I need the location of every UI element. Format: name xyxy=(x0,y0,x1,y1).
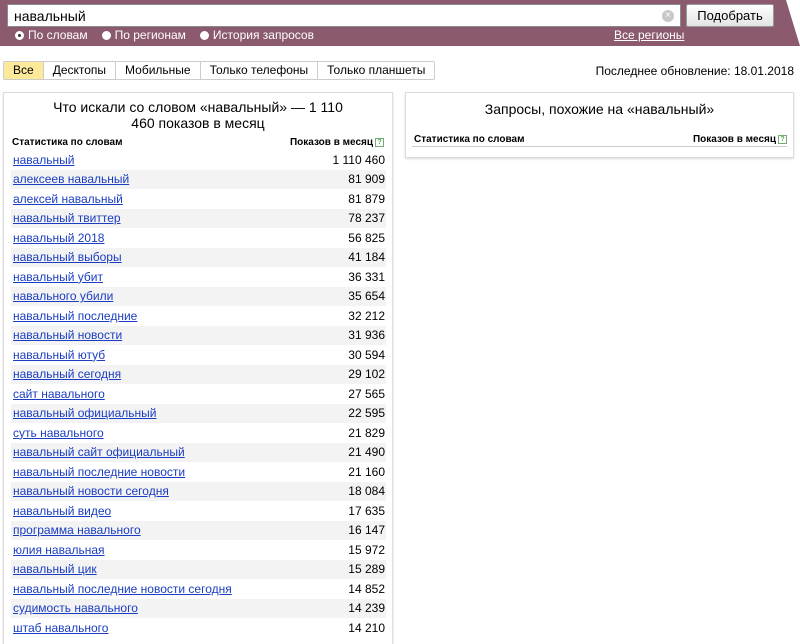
table-row xyxy=(11,579,386,599)
table-row xyxy=(11,267,386,287)
query-link[interactable]: навальный убит xyxy=(13,269,103,284)
table-row xyxy=(11,150,386,170)
tab-desktops[interactable]: Десктопы xyxy=(43,62,115,79)
query-link[interactable]: навальный последние новости xyxy=(13,464,186,479)
query-link[interactable]: судимость навального xyxy=(13,601,138,616)
query-link[interactable]: сайт навального xyxy=(13,386,105,401)
query-link[interactable]: навальный 2018 xyxy=(13,230,105,245)
table-header xyxy=(412,133,787,147)
tab-mobile[interactable]: Мобильные xyxy=(115,62,200,79)
query-count: 41 184 xyxy=(348,250,385,265)
query-link[interactable]: алексеев навальный xyxy=(13,172,130,187)
table-row xyxy=(11,345,386,365)
table-row xyxy=(11,443,386,463)
table-row xyxy=(11,521,386,541)
table-row xyxy=(11,209,386,229)
radio-icon[interactable] xyxy=(102,31,111,40)
table-row xyxy=(11,189,386,209)
query-count: 31 936 xyxy=(348,328,385,343)
query-count: 14 239 xyxy=(348,601,385,616)
table-row xyxy=(11,482,386,502)
column-query: Статистика по словам xyxy=(12,137,123,148)
table-row xyxy=(11,599,386,619)
query-link[interactable]: навальный выборы xyxy=(13,250,122,265)
header-corner xyxy=(786,0,800,46)
column-count-wrap xyxy=(693,134,787,145)
query-link[interactable]: навальный твиттер xyxy=(13,211,121,226)
query-count: 78 237 xyxy=(348,211,385,226)
query-count: 35 654 xyxy=(348,289,385,304)
query-count: 27 565 xyxy=(348,386,385,401)
mode-label: История запросов xyxy=(212,28,314,42)
device-tabs xyxy=(3,61,435,80)
query-link[interactable]: навальный последние новости сегодня xyxy=(13,581,232,596)
clear-icon[interactable]: × xyxy=(662,10,674,22)
query-link[interactable]: навального убили xyxy=(13,289,114,304)
radio-icon[interactable] xyxy=(200,31,209,40)
query-count: 15 289 xyxy=(348,562,385,577)
query-count: 56 825 xyxy=(348,230,385,245)
mode-history[interactable] xyxy=(200,28,314,42)
query-count: 29 102 xyxy=(348,367,385,382)
query-link[interactable]: навальный официальный xyxy=(13,406,157,421)
mode-label: По словам xyxy=(28,28,88,42)
panel-title: Запросы, похожие на «навальный» xyxy=(484,101,715,117)
query-count: 30 594 xyxy=(348,347,385,362)
query-count: 21 160 xyxy=(348,464,385,479)
similar-queries-panel xyxy=(405,92,794,158)
table-row xyxy=(11,365,386,385)
mode-by-words[interactable] xyxy=(15,28,88,42)
table-row xyxy=(11,326,386,346)
mode-by-regions[interactable] xyxy=(102,28,186,42)
query-count: 1 110 460 xyxy=(332,152,385,167)
table-row xyxy=(11,540,386,560)
table-row xyxy=(11,287,386,307)
query-count: 14 210 xyxy=(348,620,385,635)
query-link[interactable]: программа навального xyxy=(13,523,141,538)
query-count: 81 909 xyxy=(348,172,385,187)
query-count: 14 852 xyxy=(348,581,385,596)
query-link[interactable]: суть навального xyxy=(13,425,104,440)
query-count: 18 084 xyxy=(348,484,385,499)
query-link[interactable]: навальный сегодня xyxy=(13,367,122,382)
column-count: Показов в месяц xyxy=(692,134,776,145)
last-update-text: Последнее обновление: 18.01.2018 xyxy=(595,64,794,78)
panel-title: Что искали со словом «навальный» — 1 110 460 показов в месяц xyxy=(53,99,343,131)
help-icon[interactable]: ? xyxy=(778,135,787,144)
query-link[interactable]: навальный видео xyxy=(13,503,112,518)
query-count: 36 331 xyxy=(348,269,385,284)
query-count: 21 490 xyxy=(348,445,385,460)
help-icon[interactable]: ? xyxy=(375,138,384,147)
table-row xyxy=(11,423,386,443)
query-count: 17 635 xyxy=(348,503,385,518)
query-link[interactable]: навальный xyxy=(13,152,75,167)
column-query: Статистика по словам xyxy=(414,134,525,145)
search-header xyxy=(0,0,800,46)
query-count: 22 595 xyxy=(348,406,385,421)
query-link[interactable]: юлия навальная xyxy=(13,542,105,557)
table-row xyxy=(11,248,386,268)
table-row xyxy=(11,462,386,482)
query-link[interactable]: навальный новости сегодня xyxy=(13,484,169,499)
query-link[interactable]: алексей навальный xyxy=(13,191,123,206)
table-row xyxy=(11,384,386,404)
tab-phones-only[interactable]: Только телефоны xyxy=(200,62,318,79)
column-count-wrap xyxy=(290,137,384,148)
query-link[interactable]: навальный ютуб xyxy=(13,347,106,362)
query-count: 21 829 xyxy=(348,425,385,440)
mode-label: По регионам xyxy=(114,28,186,42)
query-link[interactable]: навальный последние xyxy=(13,308,138,323)
table-row xyxy=(11,560,386,580)
search-button[interactable]: Подобрать xyxy=(686,4,774,27)
tab-all[interactable]: Все xyxy=(4,62,43,79)
tab-tablets-only[interactable]: Только планшеты xyxy=(317,62,434,79)
query-count: 81 879 xyxy=(348,191,385,206)
query-link[interactable]: штаб навального xyxy=(13,620,109,635)
query-count: 16 147 xyxy=(348,523,385,538)
column-count: Показов в месяц xyxy=(289,137,373,148)
table-row xyxy=(11,501,386,521)
query-link[interactable]: навальный новости xyxy=(13,328,123,343)
radio-icon[interactable] xyxy=(15,31,24,40)
word-stats-panel xyxy=(3,92,393,644)
table-header xyxy=(4,135,392,150)
query-link[interactable]: навальный цик xyxy=(13,562,97,577)
stats-table xyxy=(11,150,386,638)
query-link[interactable]: навальный сайт официальный xyxy=(13,445,185,460)
table-row xyxy=(11,170,386,190)
query-count: 32 212 xyxy=(348,308,385,323)
all-regions-link[interactable]: Все регионы xyxy=(614,28,685,42)
table-row xyxy=(11,306,386,326)
search-mode-group xyxy=(15,28,314,42)
table-row xyxy=(11,228,386,248)
search-query[interactable]: навальный xyxy=(14,8,86,24)
table-row xyxy=(11,404,386,424)
search-input[interactable] xyxy=(7,4,681,27)
table-row xyxy=(11,618,386,638)
query-count: 15 972 xyxy=(348,542,385,557)
